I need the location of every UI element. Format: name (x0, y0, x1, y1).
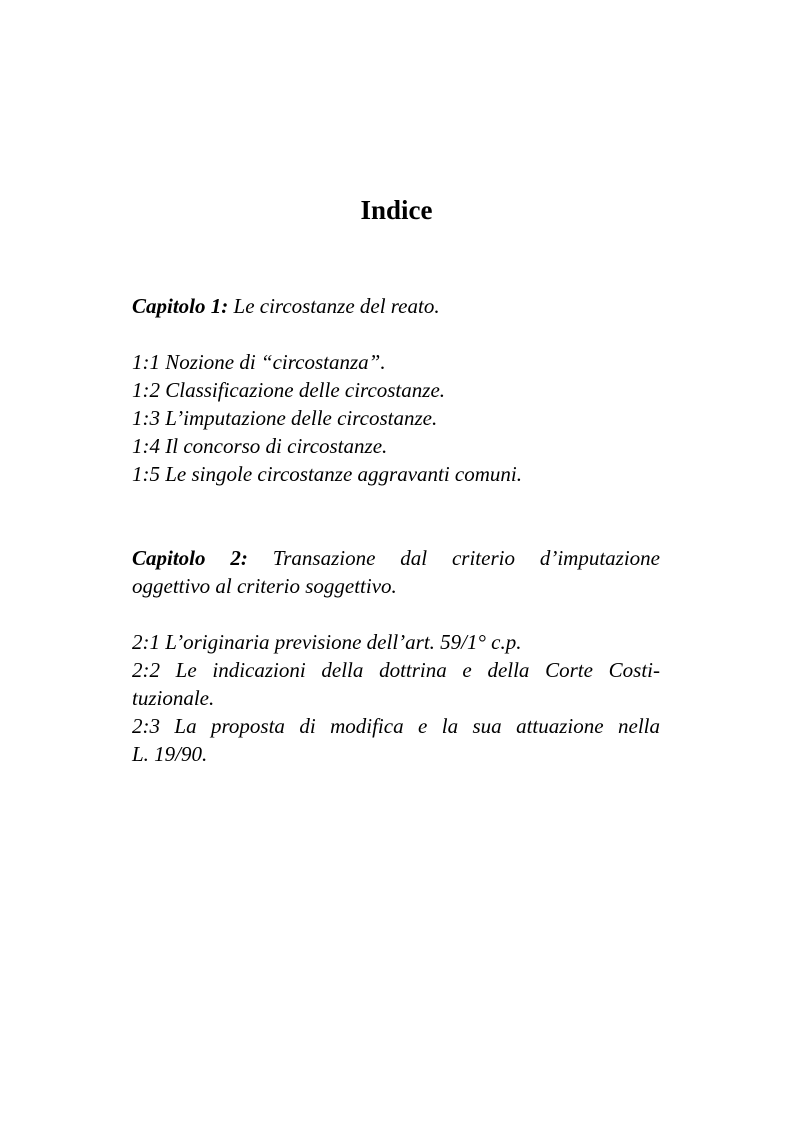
chapter-2-heading (132, 544, 660, 572)
section-1-1: 1:1 Nozione di “circostanza”. (132, 350, 386, 374)
section-2-3-line-1: 2:3 La proposta di modifica e la sua attuazione nella (132, 714, 660, 738)
spacer (132, 488, 660, 544)
spacer (132, 320, 660, 348)
table-of-contents (132, 292, 660, 768)
section-2-1: 2:1 L’originaria previsione dell’art. 59/1° c.p. (132, 630, 522, 654)
chapter-2-title-line-2: oggettivo al criterio soggettivo. (132, 574, 397, 598)
chapter-2-label: Capitolo 2: (132, 546, 248, 570)
section-1-4: 1:4 Il concorso di circostanze. (132, 434, 388, 458)
section-1-3: 1:3 L’imputazione delle circostanze. (132, 406, 438, 430)
chapter-1-heading (132, 292, 660, 320)
chapter-1-label: Capitolo 1: (132, 294, 229, 318)
chapter-1-title: Le circostanze del reato. (233, 294, 440, 318)
section-2-2-line-2: tuzionale. (132, 686, 215, 710)
chapter-2-title-line-1: Transazione dal criterio d’imputazione (272, 546, 660, 570)
section-1-2: 1:2 Classificazione delle circostanze. (132, 378, 446, 402)
section-1-5: 1:5 Le singole circostanze aggravanti comuni. (132, 462, 523, 486)
page-title: Indice (360, 195, 433, 225)
section-2-3-line-2: L. 19/90. (132, 742, 208, 766)
section-2-2-line-1: 2:2 Le indicazioni della dottrina e della Corte Costi- (132, 658, 660, 682)
spacer (132, 600, 660, 628)
